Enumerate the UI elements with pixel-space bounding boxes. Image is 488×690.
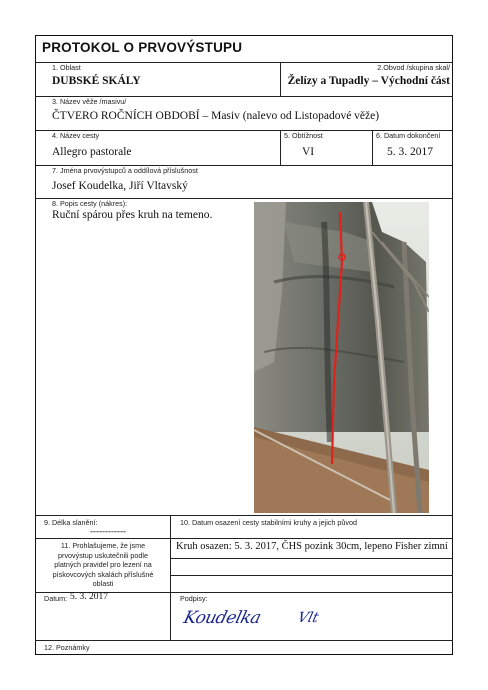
rappel-value: ------------ bbox=[90, 526, 126, 536]
rule bbox=[170, 575, 453, 576]
route-value: Allegro pastorale bbox=[52, 146, 132, 158]
rule bbox=[170, 515, 171, 640]
difficulty-value: VI bbox=[302, 146, 315, 158]
signature-2: Vlt bbox=[296, 610, 321, 626]
date-completed-value: 5. 3. 2017 bbox=[387, 146, 433, 158]
bolts-value: Kruh osazen: 5. 3. 2017, ČHS pozink 30cm, lepeno Fisher zimní bbox=[176, 541, 448, 552]
description-value: Ruční spárou přes kruh na temeno. bbox=[52, 209, 213, 221]
district-value: Želízy a Tupadly – Východní část bbox=[287, 75, 450, 87]
signature-1: Koudelka bbox=[181, 608, 263, 628]
area-value: DUBSKÉ SKÁLY bbox=[52, 75, 141, 87]
rappel-label: 9. Délka slanění: bbox=[44, 518, 98, 527]
rule bbox=[35, 515, 453, 516]
rule bbox=[280, 130, 281, 165]
signature-date-value: 5. 3. 2017 bbox=[70, 592, 108, 602]
signature-date-label: Datum: bbox=[44, 594, 68, 603]
tower-value: ČTVERO ROČNÍCH OBDOBÍ – Masiv (nalevo od Listopadové věže) bbox=[52, 110, 380, 122]
route-photo-image bbox=[254, 202, 429, 513]
route-photo bbox=[254, 202, 429, 513]
bolts-label: 10. Datum osazení cesty stabilními kruhy a jejich původ bbox=[180, 518, 357, 527]
notes-label: 12. Poznámky bbox=[44, 643, 90, 652]
rule bbox=[280, 62, 281, 96]
route-label: 4. Název cesty bbox=[52, 131, 100, 140]
page-title: PROTOKOL O PRVOVÝSTUPU bbox=[42, 40, 243, 55]
rule bbox=[35, 538, 453, 539]
area-label: 1. Oblast bbox=[52, 63, 81, 72]
signatures-label: Podpisy: bbox=[180, 594, 208, 603]
tower-label: 3. Název věže /masivu/ bbox=[52, 97, 127, 106]
difficulty-label: 5. Obtížnost bbox=[284, 131, 323, 140]
district-label: 2.Obvod /skupina skal/ bbox=[377, 63, 450, 72]
declaration-text: 11. Prohlašujeme, že jsme prvovýstup uskutečnili podle platných pravidel pro lezení na pískovcových skalách příslušné oblasti bbox=[52, 541, 154, 588]
rule bbox=[35, 640, 453, 641]
climbers-value: Josef Koudelka, Jiří Vltavský bbox=[52, 180, 188, 192]
rule bbox=[372, 130, 373, 165]
climbers-label: 7. Jména prvovýstupců a oddílová příslušnost bbox=[52, 166, 198, 175]
description-label: 8. Popis cesty (nákres): bbox=[52, 199, 128, 208]
date-completed-label: 6. Datum dokončení bbox=[376, 131, 441, 140]
rule bbox=[170, 558, 453, 559]
